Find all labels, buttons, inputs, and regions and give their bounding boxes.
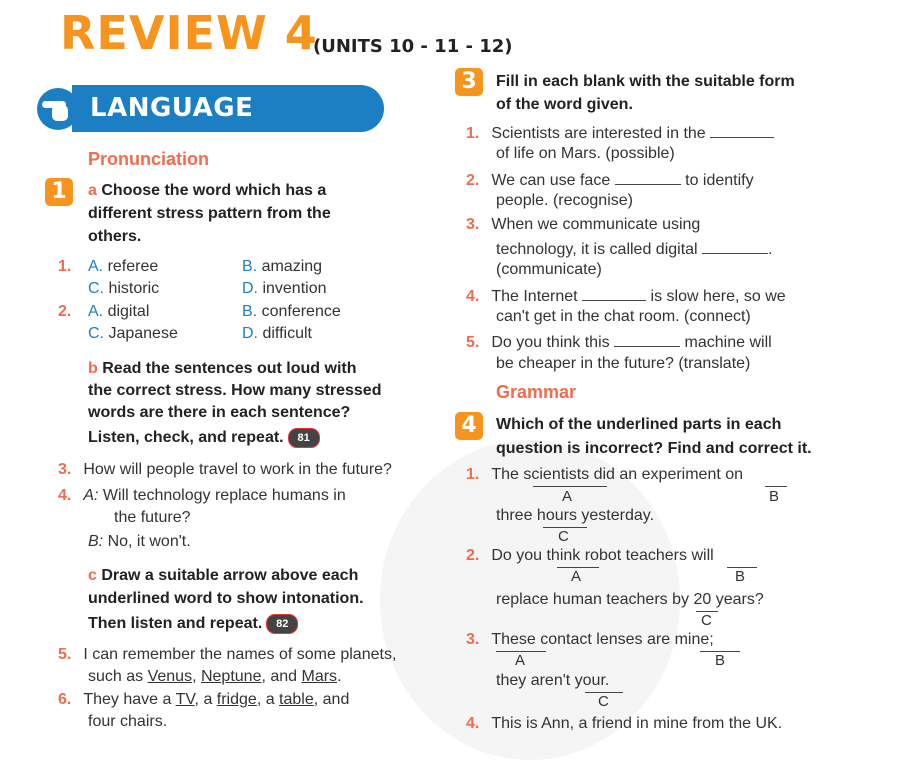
pron-item-1-option-c: C. historic	[88, 280, 160, 297]
ex3-instruction-line2: of the word given.	[496, 96, 633, 113]
units-subtitle: (UNITS 10 - 11 - 12)	[313, 36, 513, 57]
exercise-4-badge: 4	[455, 412, 483, 440]
ex4-item-1-line1: 1. The scientists did an experiment on	[466, 466, 744, 483]
pron-item-1-number: 1.	[58, 258, 72, 275]
language-label: LANGUAGE	[90, 93, 254, 123]
part-c-instruction-line2: underlined word to show intonation.	[88, 590, 364, 607]
ex3-item-4-line1: 4. The Internet is slow here, so we	[466, 288, 786, 305]
blank-field[interactable]	[582, 286, 646, 301]
sentence-3: 3. How will people travel to work in the future?	[58, 461, 392, 478]
ex4-item-3-line1: 3. These contact lenses are mine;	[466, 631, 714, 648]
label-b: B	[769, 488, 780, 505]
ex3-item-2-line1: 2. We can use face to identify	[466, 172, 754, 189]
part-c-instruction-line3: Then listen and repeat. 82	[88, 614, 298, 634]
ex3-item-3-line1: 3. When we communicate using	[466, 216, 701, 233]
sentence-5-line1: 5. I can remember the names of some planets,	[58, 646, 397, 663]
pron-item-2-option-d: D. difficult	[242, 325, 312, 342]
blank-field[interactable]	[710, 123, 774, 138]
exercise-1-badge: 1	[45, 178, 73, 206]
sentence-6-line2: four chairs.	[88, 713, 168, 730]
part-b-instruction-line4: Listen, check, and repeat. 81	[88, 428, 320, 448]
pron-item-2-option-c: C. Japanese	[88, 325, 178, 342]
part-c-instruction-line1: c Draw a suitable arrow above each	[88, 567, 359, 584]
pron-item-2-option-b: B. conference	[242, 303, 341, 320]
pron-item-2-option-a: A. digital	[88, 303, 150, 320]
label-b: B	[715, 652, 726, 669]
pron-item-1-option-b: B. amazing	[242, 258, 323, 275]
ex3-item-2-line2: people. (recognise)	[496, 192, 633, 209]
page-title: REVIEW 4	[60, 6, 318, 60]
ex4-item-3-line2: they aren't your.	[496, 672, 610, 689]
part-a-instruction-line2: different stress pattern from the	[88, 205, 331, 222]
label-b: B	[735, 568, 746, 585]
label-a: A	[571, 568, 582, 585]
label-c: C	[598, 693, 609, 710]
label-a: A	[562, 488, 573, 505]
part-a-instruction-line1: a Choose the word which has a	[88, 182, 327, 199]
blank-field[interactable]	[614, 332, 680, 347]
ex4-item-1-line2: three hours yesterday.	[496, 507, 655, 524]
ex3-item-1-line2: of life on Mars. (possible)	[496, 145, 675, 162]
ex3-item-1-line1: 1. Scientists are interested in the	[466, 123, 774, 143]
underline-b	[765, 486, 787, 487]
audio-track-82-icon[interactable]: 82	[266, 614, 298, 634]
ex4-item-2-line2: replace human teachers by 20 years?	[496, 591, 764, 608]
label-c: C	[701, 612, 712, 629]
ex3-item-5-line1: 5. Do you think this machine will	[466, 334, 772, 351]
ex3-item-5-line2: be cheaper in the future? (translate)	[496, 355, 751, 372]
audio-track-81-icon[interactable]: 81	[288, 428, 320, 448]
sentence-6-line1: 6. They have a TV, a fridge, a table, and	[58, 691, 350, 708]
sentence-4-line1: 4. A: Will technology replace humans in	[58, 487, 346, 504]
sentence-4-line2: the future?	[114, 509, 191, 526]
sentence-4-reply: B: No, it won't.	[88, 533, 191, 550]
pronunciation-heading: Pronunciation	[88, 149, 209, 169]
exercise-3-badge: 3	[455, 68, 483, 96]
part-b-instruction-line1: b Read the sentences out loud with	[88, 360, 357, 377]
blank-field[interactable]	[702, 239, 768, 254]
grammar-heading: Grammar	[496, 382, 577, 402]
ex4-item-2-line1: 2. Do you think robot teachers will	[466, 547, 714, 564]
label-a: A	[515, 652, 526, 669]
pron-item-1-option-a: A. referee	[88, 258, 159, 275]
ex4-instruction-line1: Which of the underlined parts in each	[496, 416, 782, 433]
sentence-5-line2: such as Venus, Neptune, and Mars.	[88, 668, 342, 685]
ex3-item-3-line2: technology, it is called digital .	[496, 241, 773, 258]
pointing-hand-icon	[36, 87, 80, 131]
ex4-item-4-line1: 4. This is Ann, a friend in mine from the UK.	[466, 715, 783, 732]
ex3-item-3-line3: (communicate)	[496, 261, 602, 278]
pron-item-1-option-d: D. invention	[242, 280, 327, 297]
blank-field[interactable]	[615, 170, 681, 185]
ex4-instruction-line2: question is incorrect? Find and correct it.	[496, 440, 812, 457]
pron-item-2-number: 2.	[58, 303, 72, 320]
part-b-instruction-line3: words are there in each sentence?	[88, 404, 351, 421]
part-b-instruction-line2: the correct stress. How many stressed	[88, 382, 382, 399]
underline-a	[533, 486, 607, 487]
ex3-instruction-line1: Fill in each blank with the suitable form	[496, 73, 795, 90]
part-a-instruction-line3: others.	[88, 228, 142, 245]
label-c: C	[558, 528, 569, 545]
ex3-item-4-line2: can't get in the chat room. (connect)	[496, 308, 751, 325]
